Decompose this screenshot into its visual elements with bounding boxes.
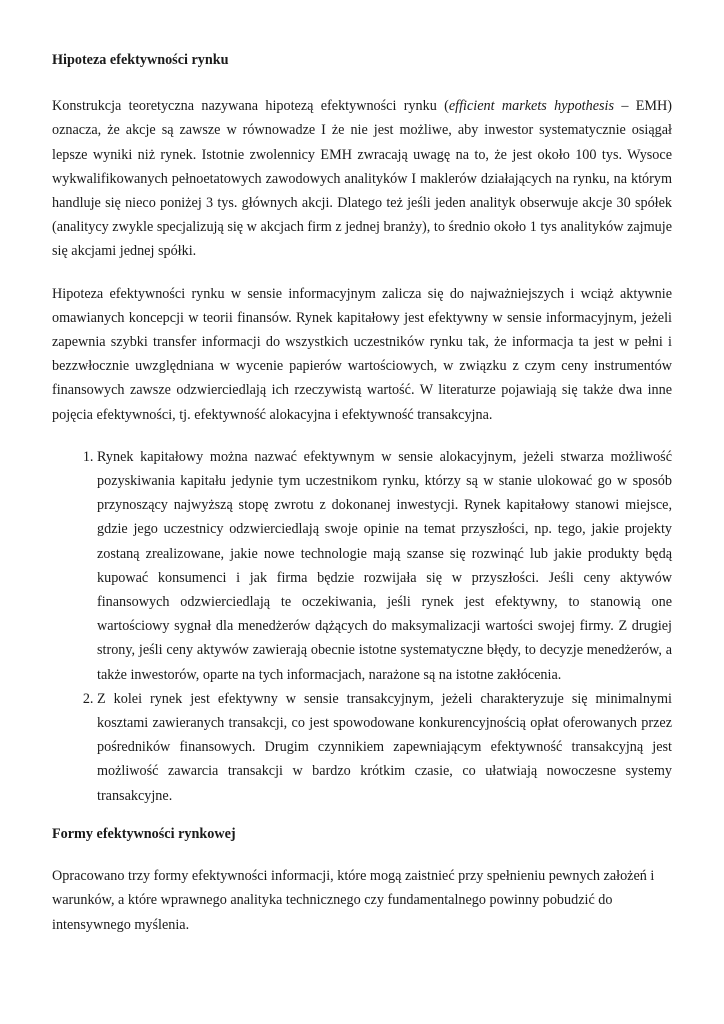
paragraph-emh-definition: [52, 94, 672, 263]
italic-term: efficient markets hypothesis: [448, 98, 614, 115]
efficiency-types-list: [52, 445, 672, 808]
section-heading-forms-of-efficiency: Formy efektywności rynkowej: [52, 825, 236, 842]
list-item-transactional: 2. Z kolei rynek jest efektywny w sensie transakcyjnym, jeżeli charakteryzuje się minimalnymi kosztami zawieranych transakcji, co jest spowodowane konkurencyjnością opłat oferowanych przez pośredników finansowych. Drugim czynnikiem zapewniającym efektywność transakcyjną jest możliwość zawarcia transakcji w bardzo krótkim czasie, co ułatwiają nowoczesne systemy transakcyjne.: [97, 687, 672, 808]
paragraph-three-forms: Opracowano trzy formy efektywności informacji, które mogą zaistnieć przy spełnieniu pewnych założeń i warunków, a które wprawnego analityka technicznego czy fundamentalnego powinny pobudzić do intensywnego myślenia.: [52, 868, 655, 933]
paragraph-text: – EMH) oznacza, że akcje są zawsze w równowadze I że nie jest możliwe, aby inwestor systematycznie osiągał lepsze wyniki niż rynek. Istotnie zwolennicy EMH zwracają uwagę na to, że jest około 100 tys. Wysoce wykwalifikowanych pełnoetatowych zawodowych analityków I maklerów działających na rynku, na którym handluje się nieco poniżej 3 tys. głównych akcji. Dlatego też jeśli jeden analityk obserwuje akcje 30 spółek (analitycy zwykle specjalizują się w akcjach firm z jednej branży), to średnio około 1 tys analityków zajmuje się akcjami jednej spółki.: [52, 98, 672, 260]
document-page: [52, 48, 672, 955]
list-item-allocative: 1. Rynek kapitałowy można nazwać efektywnym w sensie alokacyjnym, jeżeli stwarza możliwość pozyskiwania kapitału jedynie tym uczestnikom rynku, którzy są w stanie ulokować go w sposób przynoszący najwyższą stopę zwrotu z dokonanej inwestycji. Rynek kapitałowy stanowi miejsce, gdzie jego uczestnicy odzwierciedlają swoje opinie na temat przyszłości, np. tego, jakie projekty zostaną zrealizowane, jakie nowe technologie mają szanse się rozwinąć lub jakie produkty będą kupować konsumenci i jak firma będzie rozwijała się w przyszłości. Jeśli ceny aktywów finansowych odzwierciedlają te oczekiwania, jeśli rynek jest efektywny, to stanowią one wartościowy sygnał dla menedżerów dążących do maksymalizacji wartości swojej firmy. Z drugiej strony, jeśli ceny aktywów zawierają obecnie istotne systematyczne błędy, to decyzje menedżerów, a także inwestorów, oparte na tych informacjach, narażone są na istotne zakłócenia.: [97, 445, 672, 687]
section-heading-market-efficiency: Hipoteza efektywności rynku: [52, 52, 229, 68]
paragraph-text: Konstrukcja teoretyczna nazywana hipotezą efektywności rynku (: [52, 98, 449, 115]
paragraph-informational-efficiency: Hipoteza efektywności rynku w sensie informacyjnym zalicza się do najważniejszych i wciąż aktywnie omawianych koncepcji w teorii finansów. Rynek kapitałowy jest efektywny w sensie informacyjnym, jeżeli zapewnia szybki transfer informacji do wszystkich uczestników rynku tak, że informacja ta jest w pełni i bezzwłocznie uwzględniana w wycenie papierów wartościowych, w związku z czym ceny instrumentów finansowych zawsze odzwierciedlają ich rzeczywistą wartość. W literaturze pojawiają się także dwa inne pojęcia efektywności, tj. efektywność alokacyjna i efektywność transakcyjna.: [52, 285, 672, 423]
